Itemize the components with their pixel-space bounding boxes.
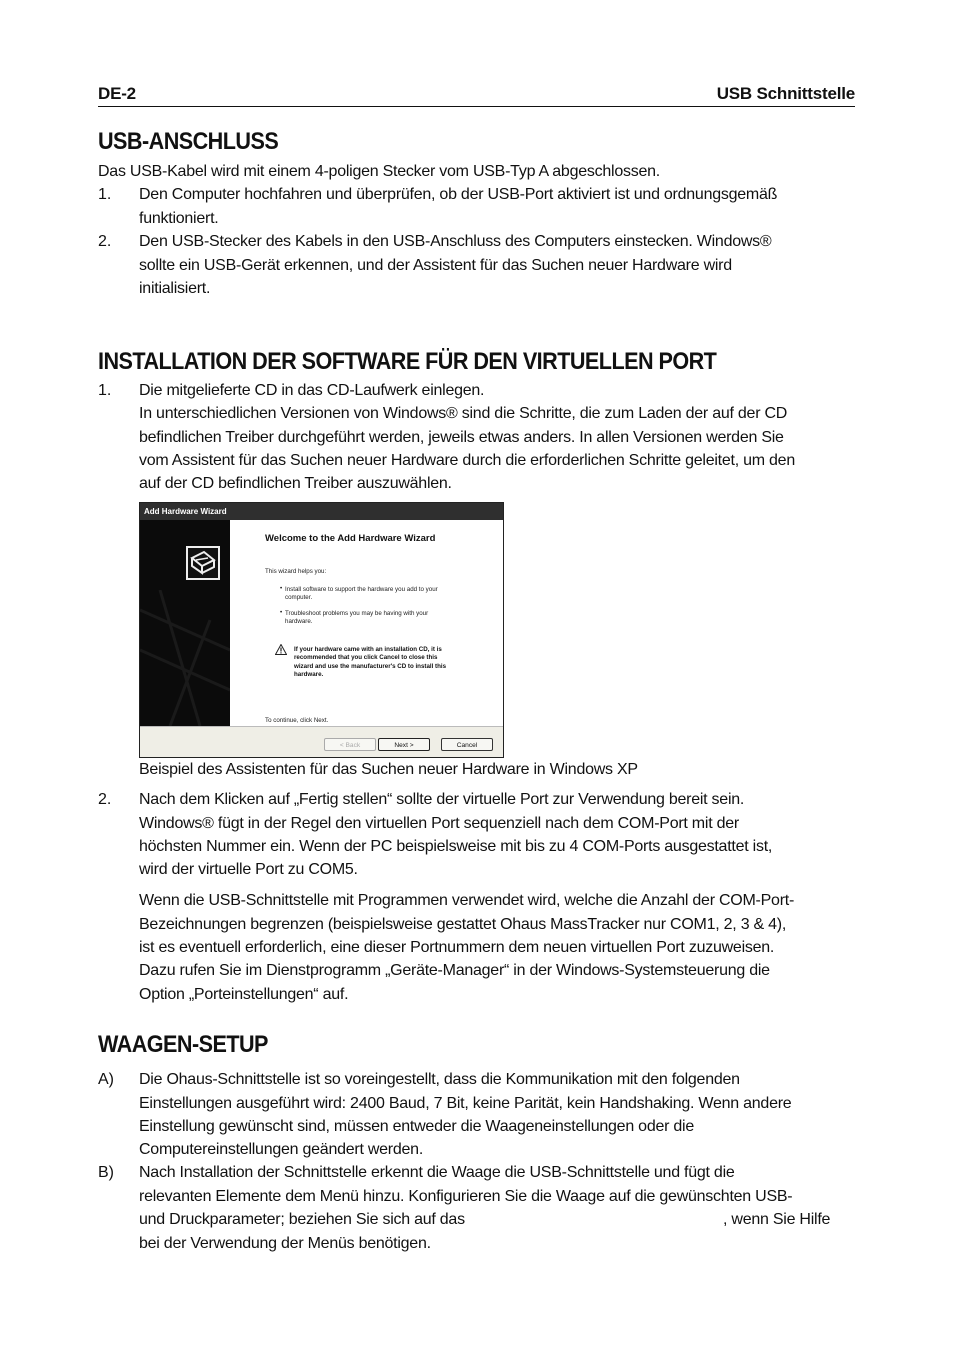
install-step-2-line-4: wird der virtuelle Port zu COM5. <box>139 861 358 878</box>
wizard-titlebar: Add Hardware Wizard <box>140 503 503 520</box>
install-step-1-line-3: befindlichen Treiber durchgeführt werden, jeweils etwas anders. In allen Versionen werden Sie <box>139 428 784 446</box>
usb-step-2-number: 2. <box>98 233 112 250</box>
install-step-2-line-3: höchsten Nummer ein. Wenn der PC beispielsweise mit bis zu 4 COM-Ports ausgestattet ist, <box>139 838 773 855</box>
install-step-1-line-2: In unterschiedlichen Versionen von Windows® sind die Schritte, die zum Laden der auf der CD <box>139 405 788 422</box>
install-step-2-number: 2. <box>98 791 112 808</box>
install-step-1-line-5: auf der CD befindlichen Treiber auszuwählen. <box>139 475 452 492</box>
waagen-b-line-3-end: , wenn Sie Hilfe <box>723 1211 831 1228</box>
wizard-bullet-1-line-2: computer. <box>285 594 313 601</box>
wizard-warning-line-1: If your hardware came with an installation CD, it is <box>294 646 442 653</box>
wizard-bullet-1-line-1: Install software to support the hardware you add to your <box>285 586 438 593</box>
install-para-line-2: Bezeichnungen begrenzen (beispielsweise gestattet Ohaus MassTracker nur COM1, 2, 3 & 4), <box>139 915 787 933</box>
next-button[interactable]: Next > <box>378 738 430 751</box>
install-step-1-line-1: Die mitgelieferte CD in das CD-Laufwerk einlegen. <box>139 382 485 399</box>
wizard-content <box>230 520 503 726</box>
wizard-continue-text: To continue, click Next. <box>265 717 329 724</box>
cancel-button[interactable]: Cancel <box>441 738 493 751</box>
wizard-bullet-2-line-1: Troubleshoot problems you may be having with your <box>285 610 429 617</box>
waagen-b-line-3-start: und Druckparameter; beziehen Sie sich auf das <box>139 1211 465 1228</box>
figure-caption: Beispiel des Assistenten für das Suchen neuer Hardware in Windows XP <box>139 761 638 778</box>
wizard-helps-text: This wizard helps you: <box>265 568 327 575</box>
wizard-button-bar <box>140 726 503 758</box>
install-para-line-3: ist es eventuell erforderlich, eine dieser Portnummern dem neuen virtuellen Port zuzuweisen. <box>139 939 775 956</box>
waagen-item-a-label: A) <box>98 1071 114 1088</box>
waagen-a-line-1: Die Ohaus-Schnittstelle ist so voreingestellt, dass die Kommunikation mit den folgenden <box>139 1071 740 1088</box>
usb-step-1-line-1: Den Computer hochfahren und überprüfen, ob der USB-Port aktiviert ist und ordnungsgemäß <box>139 186 778 203</box>
usb-step-2-line-1: Den USB-Stecker des Kabels in den USB-Anschluss des Computers einstecken. Windows® <box>139 233 772 250</box>
heading-installation: INSTALLATION DER SOFTWARE FÜR DEN VIRTUELLEN PORT <box>98 348 717 375</box>
waagen-a-line-4: Computereinstellungen geändert werden. <box>139 1141 424 1158</box>
page-id: DE-2 <box>98 84 136 103</box>
wizard-heading: Welcome to the Add Hardware Wizard <box>265 533 436 544</box>
add-hardware-wizard-screenshot <box>139 502 504 758</box>
install-step-2-line-1: Nach dem Klicken auf „Fertig stellen“ sollte der virtuelle Port zur Verwendung bereit sein. <box>139 791 745 808</box>
wizard-side-panel <box>140 520 230 726</box>
waagen-a-line-3: Einstellung gewünscht sind, müssen entweder die Waageneinstellungen oder die <box>139 1118 694 1135</box>
waagen-b-line-4: bei der Verwendung der Menüs benötigen. <box>139 1235 431 1252</box>
bullet-1-icon: • <box>280 585 283 592</box>
install-para-line-5: Option „Porteinstellungen“ auf. <box>139 986 349 1003</box>
usb-step-2-line-2: sollte ein USB-Gerät erkennen, und der Assistent für das Suchen neuer Hardware wird <box>139 256 732 274</box>
section-title: USB Schnittstelle <box>716 84 855 103</box>
install-step-1-line-4: vom Assistent für das Suchen neuer Hardware durch die erforderlichen Schritte geleitet, um den <box>139 452 795 469</box>
wizard-warning-line-4: hardware. <box>294 671 324 679</box>
heading-waagen-setup: WAAGEN-SETUP <box>98 1031 268 1058</box>
usb-step-1-line-2: funktioniert. <box>139 209 219 227</box>
waagen-b-line-2: relevanten Elemente dem Menü hinzu. Konfigurieren Sie die Waage auf die gewünschten USB- <box>139 1187 793 1205</box>
wizard-warning-line-3: wizard and use the manufacturer's CD to install this <box>294 662 447 670</box>
warning-icon <box>275 644 287 655</box>
install-step-1-number: 1. <box>98 382 112 399</box>
page-header <box>98 84 855 107</box>
usb-step-2-line-3: initialisiert. <box>139 280 211 297</box>
usb-intro: Das USB-Kabel wird mit einem 4-poligen Stecker vom USB-Typ A abgeschlossen. <box>98 163 660 180</box>
waagen-b-line-1: Nach Installation der Schnittstelle erkennt die Waage die USB-Schnittstelle und fügt die <box>139 1164 735 1181</box>
wizard-bullet-2-line-2: hardware. <box>285 618 313 625</box>
waagen-item-b-label: B) <box>98 1164 114 1181</box>
back-button[interactable]: < Back <box>324 738 376 751</box>
hardware-wizard-icon <box>186 546 220 580</box>
side-panel-pattern <box>140 590 230 726</box>
install-para-line-1: Wenn die USB-Schnittstelle mit Programmen verwendet wird, welche die Anzahl der COM-Port- <box>139 892 795 909</box>
bullet-2-icon: • <box>280 609 283 616</box>
waagen-a-line-2: Einstellungen ausgeführt wird: 2400 Baud, 7 Bit, keine Parität, kein Handshaking. Wenn andere <box>139 1094 792 1112</box>
heading-usb-anschluss: USB-ANSCHLUSS <box>98 128 279 155</box>
usb-step-1-number: 1. <box>98 186 112 203</box>
install-step-2-line-2: Windows® fügt in der Regel den virtuellen Port sequenziell nach dem COM-Port mit der <box>139 814 739 832</box>
wizard-warning-line-2: recommended that you click Cancel to close this <box>294 654 438 662</box>
install-para-line-4: Dazu rufen Sie im Dienstprogramm „Geräte-Manager“ in der Windows-Systemsteuerung die <box>139 962 770 979</box>
